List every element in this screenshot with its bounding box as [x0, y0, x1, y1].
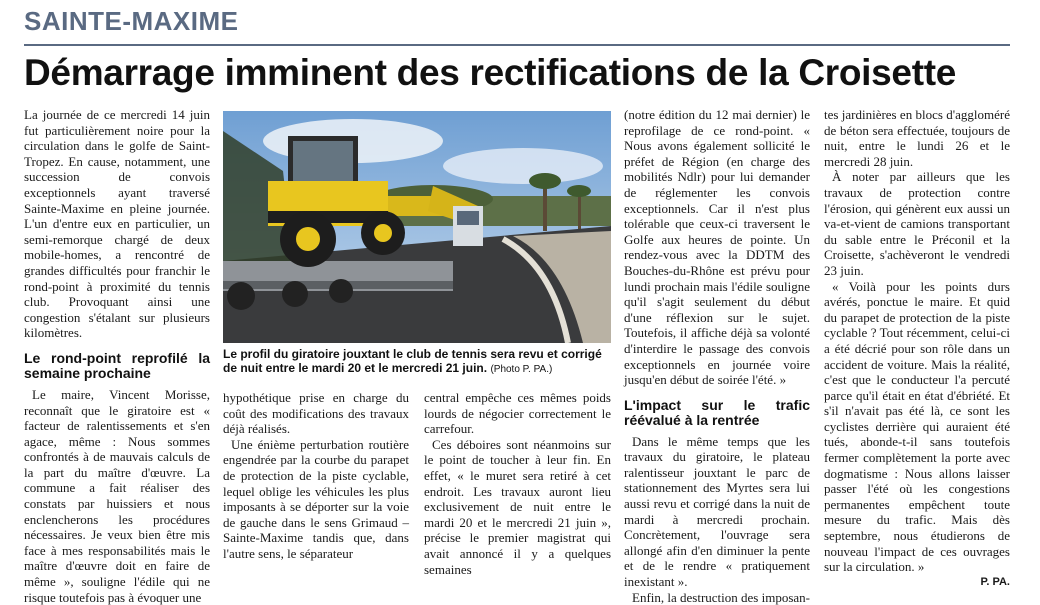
- paragraph-parapet: Une énième perturbation routière engendrée par la courbe du parapet de protection de la piste cyclable, lequel oblige les véhicules les plus imposants à se déporter sur la voie de gauche dans le sens Grimaud – Sainte-Maxime tandis que, dans l'autre sens, le séparateur: [223, 436, 409, 561]
- paragraph-plateau: Dans le même temps que les travaux du giratoire, le plateau ralentisseur jouxtant le parc de stationnement des Myrtes sera lui aussi revu et corrigé dans la nuit de mardi à mercredi prochain. Concrètement, l'ouvrage sera allongé afin d'en diminuer la pente et de le rendre « pratiquement inexistant ».: [624, 433, 810, 590]
- roadworks-photo: [223, 111, 611, 343]
- paragraph-quote-maire: « Voilà pour les points durs avérés, ponctue le maire. Et quid du parapet de protection de la piste cyclable ? Tout récemment, celui-ci a été décrié pour son rôle dans un accident de voiture. Mais la réalité, c'est que le conducteur l'a percuté parce qu'il était en état d'ébriété. Et s'il n'avait pas été là, ce sont les cyclistes derrière qui auraient été tués, abonde-t-il sans toutefois fermer complètement la porte avec dogmatisme : Nous allons laisser passer l'été où les congestions permanentes empêchent toute mesure du trafic. Mais dès septembre, nous étudierons de nouveau l'impact de ces ouvrages sur la circulation. »: [824, 278, 1010, 575]
- paragraph-erosion: À noter par ailleurs que les travaux de protection contre l'érosion, qui génèrent eux aussi un va-et-vient de camions transportant du sable entre le Préconil et la Croisette, s'achèveront le vendredi 23 juin.: [824, 169, 1010, 278]
- paragraph-mayor: Le maire, Vincent Morisse, reconnaît que le giratoire est « facteur de ralentissements et s'en agace, même : Nous sommes confrontés à de mauvais calculs de la part du maître d'œuvre. La commune a fait réaliser des constats par huissiers et nous enclencherons les procédures nécessaires. Je veux bien être mis face à mes responsabilités mais le maître d'œuvre doit en faire de même », souligne l'édile qui ne risque toutefois pas à évoquer une: [24, 386, 210, 605]
- photo-credit: (Photo P. PA.): [490, 364, 553, 375]
- paragraph-works-night: Ces déboires sont néanmoins sur le point de toucher à leur fin. En effet, « le muret sera retiré à cet endroit. Les travaux auront lieu exclusivement de nuit entre le mardi 20 et le mercredi 21 juin », précise le premier magistrat qui avait annoncé il y a quelques semaines: [424, 436, 611, 577]
- photo-caption: [223, 347, 613, 377]
- paragraph-col3-continued: central empêche ces mêmes poids lourds de négocier correctement le carrefour.: [424, 390, 611, 437]
- paragraph-destruction: Enfin, la destruction des imposan-: [632, 589, 810, 605]
- article-column-2: [223, 390, 409, 562]
- subheading-impact-trafic: L'impact sur le trafic réévalué à la rentrée: [624, 396, 810, 428]
- article-column-4: [624, 107, 810, 605]
- subheading-rond-point: Le rond-point reprofilé la semaine prochaine: [24, 349, 210, 381]
- rubric-rule: [24, 44, 1010, 46]
- author-signature: P. PA.: [980, 575, 1010, 588]
- article-column-1: [24, 107, 210, 605]
- article-column-5: [824, 107, 1010, 590]
- article-column-3: [424, 390, 611, 577]
- article-photo: [223, 111, 611, 343]
- paragraph-col2-continued: hypothétique prise en charge du coût des modifications des travaux déjà réalisés.: [223, 390, 409, 437]
- paragraph-prefet: (notre édition du 12 mai dernier) le reprofilage de ce rond-point. « Nous avons également sollicité le préfet de Région (en charge des mobilités Ndlr) pour lui demander de réglementer les convois exceptionnels. Car il n'est plus tolérable que ceux-ci traversent le Golfe aux heures de pointe. Un rendez-vous avec la DDTM des Bouches-du-Rhône est prévu pour lundi prochain mais l'édile souligne qu'il s'agit seulement du début d'une réflexion sur le sujet. Toutefois, il affiche déjà sa volonté d'interdire le passage des convois exceptionnels en journée voire jusqu'en début de soirée l'été. »: [624, 107, 810, 388]
- paragraph-intro: La journée de ce mercredi 14 juin fut particulièrement noire pour la circulation dans le golfe de Saint-Tropez. En cause, notamment, une succession de convois exceptionnels ayant traversé Sainte-Maxime en pleine journée. L'un d'entre eux en particulier, un semi-remorque chargé de deux mobile-homes, a rencontré de grandes difficultés pour franchir le rond-point à proximité du tennis club. Provoquant ainsi une congestion s'étalant sur plusieurs kilomètres.: [24, 107, 210, 341]
- article-headline: Démarrage imminent des rectifications de la Croisette: [24, 52, 957, 93]
- caption-text: Le profil du giratoire jouxtant le club de tennis sera revu et corrigé de nuit entre le mardi 20 et le mercredi 21 juin.: [223, 347, 602, 375]
- paragraph-jardinieres: tes jardinières en blocs d'aggloméré de béton sera effectuée, toujours de nuit, entre le lundi 26 et le mercredi 28 juin.: [824, 107, 1010, 169]
- section-rubric: SAINTE-MAXIME: [24, 6, 239, 36]
